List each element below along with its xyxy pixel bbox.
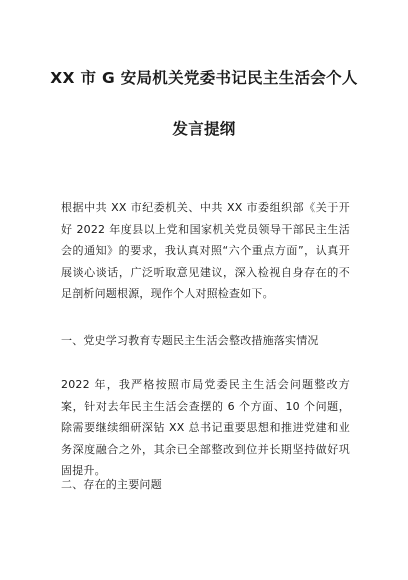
section-heading-1: 一、党史学习教育专题民主生活会整改措施落实情况 — [61, 334, 319, 347]
document-title-line-1: XX 市 G 安局机关党委书记民主生活会个人 — [50, 69, 358, 87]
section-1-paragraph: 2022 年，我严格按照市局党委民主生活会问题整改方案，针对去年民主生活会查摆的 6 个方面、10 个问题，除需要继续细研深钻 XX 总书记重要思想和推进党建和业务深度融合之外，其余已全部整改到位并长期坚持做好巩固提升。 — [61, 378, 350, 477]
section-heading-2: 二、存在的主要问题 — [61, 478, 162, 491]
document-title-line-2: 发言提纲 — [172, 120, 236, 138]
intro-paragraph: 根据中共 XX 市纪委机关、中共 XX 市委组织部《关于开好 2022 年度县以上党和国家机关党员领导干部民主生活会的通知》的要求，我认真对照“六个重点方面”，认真开展谈心谈话，广泛听取意见建议，深入检视自身存在的不足剖析问题根源，现作个人对照检查如下。 — [61, 201, 350, 300]
